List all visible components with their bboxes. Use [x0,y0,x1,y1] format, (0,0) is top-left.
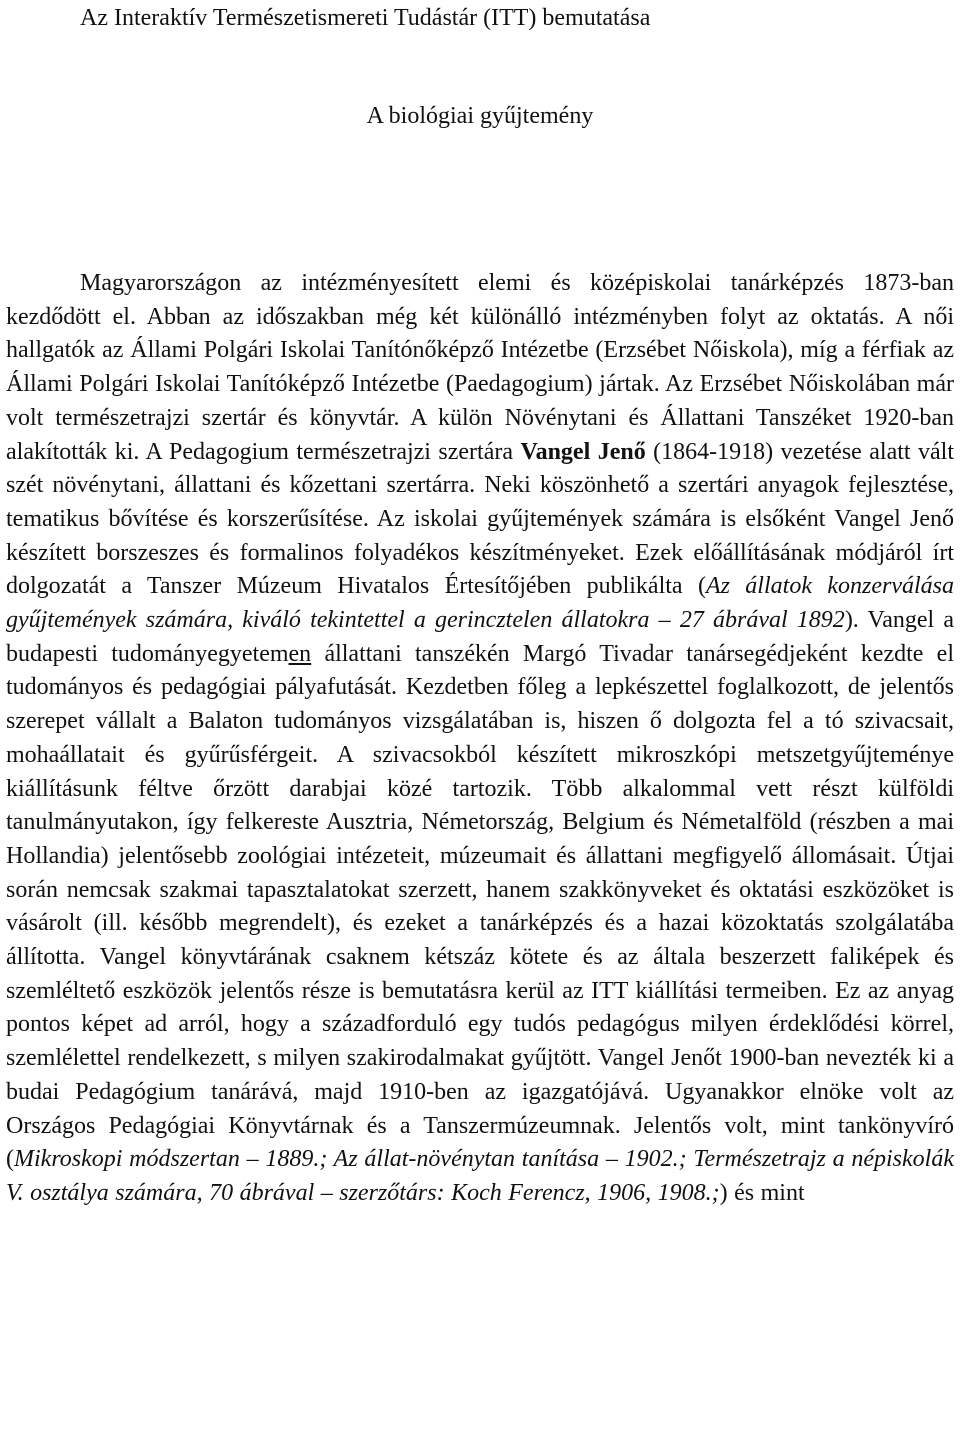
document-title: Az Interaktív Természetismereti Tudástár (ITT) bemutatása [80,5,651,31]
body-paragraph [6,267,954,1211]
text-segment: ) és mint [719,1179,805,1206]
publications-list-italic: Mikroskopi módszertan – 1889.; Az állat-növénytan tanítása – 1902.; Természetrajz a népiskolák V. osztálya számára, 70 ábrával – szerzőtárs: Koch Ferencz, 1906, 1908.; [6,1146,954,1206]
person-name-bold: Vangel Jenő [520,438,646,465]
text-segment: állattani tanszékén Margó Tivadar tanársegédjeként kezdte el tudományos és pedagógiai pályafutását. Kezdetben főleg a lepkészettel foglalkozott, de jelentős szerepet vállalt a Balaton tudományos vizsgálatában is, hiszen ő dolgozta fel a tó szivacsait, mohaállatait és gyűrűsférgeit. A szivacsokból készített mikroszkópi metszetgyűjteménye kiállításunk féltve őrzött darabjai közé tartozik. Több alkalommal vett részt külföldi tanulmányutakon, így felkereste Ausztria, Németország, Belgium és Németalföld (részben a mai Hollandia) jelentősebb zoológiai intézeteit, múzeumait és állattani megfigyelő állomásait. Útjai során nemcsak szakmai tapasztalatokat szerzett, hanem szakkönyveket és oktatási eszközöket is vásárolt (ill. később megrendelt), és ezeket a tanárképzés és a hazai közoktatás szolgálatába állította. Vangel könyvtárának csaknem kétszáz kötete és az általa beszerzett faliképek és szemléltető eszközök jelentős része is bemutatásra kerül az ITT kiállítási termeiben. Ez az anyag pontos képet ad arról, hogy a századforduló egy tudós pedagógus milyen érdeklődési körrel, szemlélettel rendelkezett, s milyen szakirodalmakat gyűjtött. Vangel Jenőt 1900-ban nevezték ki a budai Pedagógium tanárává, majd 1910-ben az igazgatójává. Ugyanakkor elnöke volt az Országos Pedagógiai Könyvtárnak és a Tanszermúzeumnak. Jelentős volt, mint tankönyvíró ( [6,640,954,1173]
text-segment: ). Vangel a budapesti tudományegyetem [6,607,955,667]
text-segment: (1864-1918) vezetése alatt vált szét növénytani, állattani és kőzettani szertárra. Neki köszönhető a szertári anyagok fejlesztése, tematikus bővítése és korszerűsítése. Az iskolai gyűjtemények számára is elsőként Vangel Jenő készített borszeszes és formalinos folyadékos készítményeket. Ezek előállításának módjáról írt dolgozatát a Tanszer Múzeum Hivatalos Értesítőjében publikálta ( [6,438,955,600]
body-text [6,267,954,1211]
publication-title-italic: Az állatok konzerválása gyűjtemények számára, kiváló tekintettel a gerincztelen állatokra – 27 ábrával 1892 [6,573,954,634]
text-segment: Magyarországon az intézményesített elemi és középiskolai tanárképzés 1873-ban kezdődött el. Abban az időszakban még két különálló intézményben folyt az oktatás. A női hallgatók az Állami Polgári Iskolai Tanítónőképző Intézetbe (Erzsébet Nőiskola), míg a férfiak az Állami Polgári Iskolai Tanítóképző Intézetbe (Paedagogium) jártak. Az Erzsébet Nőiskolában már volt természetrajzi szertár és könyvtár. A külön Növénytani és Állattani Tanszéket 1920-ban alakították ki. A Pedagogium természetrajzi szertára [6,270,954,465]
document-subtitle: A biológiai gyűjtemény [366,103,594,129]
underlined-text: en [288,640,312,667]
